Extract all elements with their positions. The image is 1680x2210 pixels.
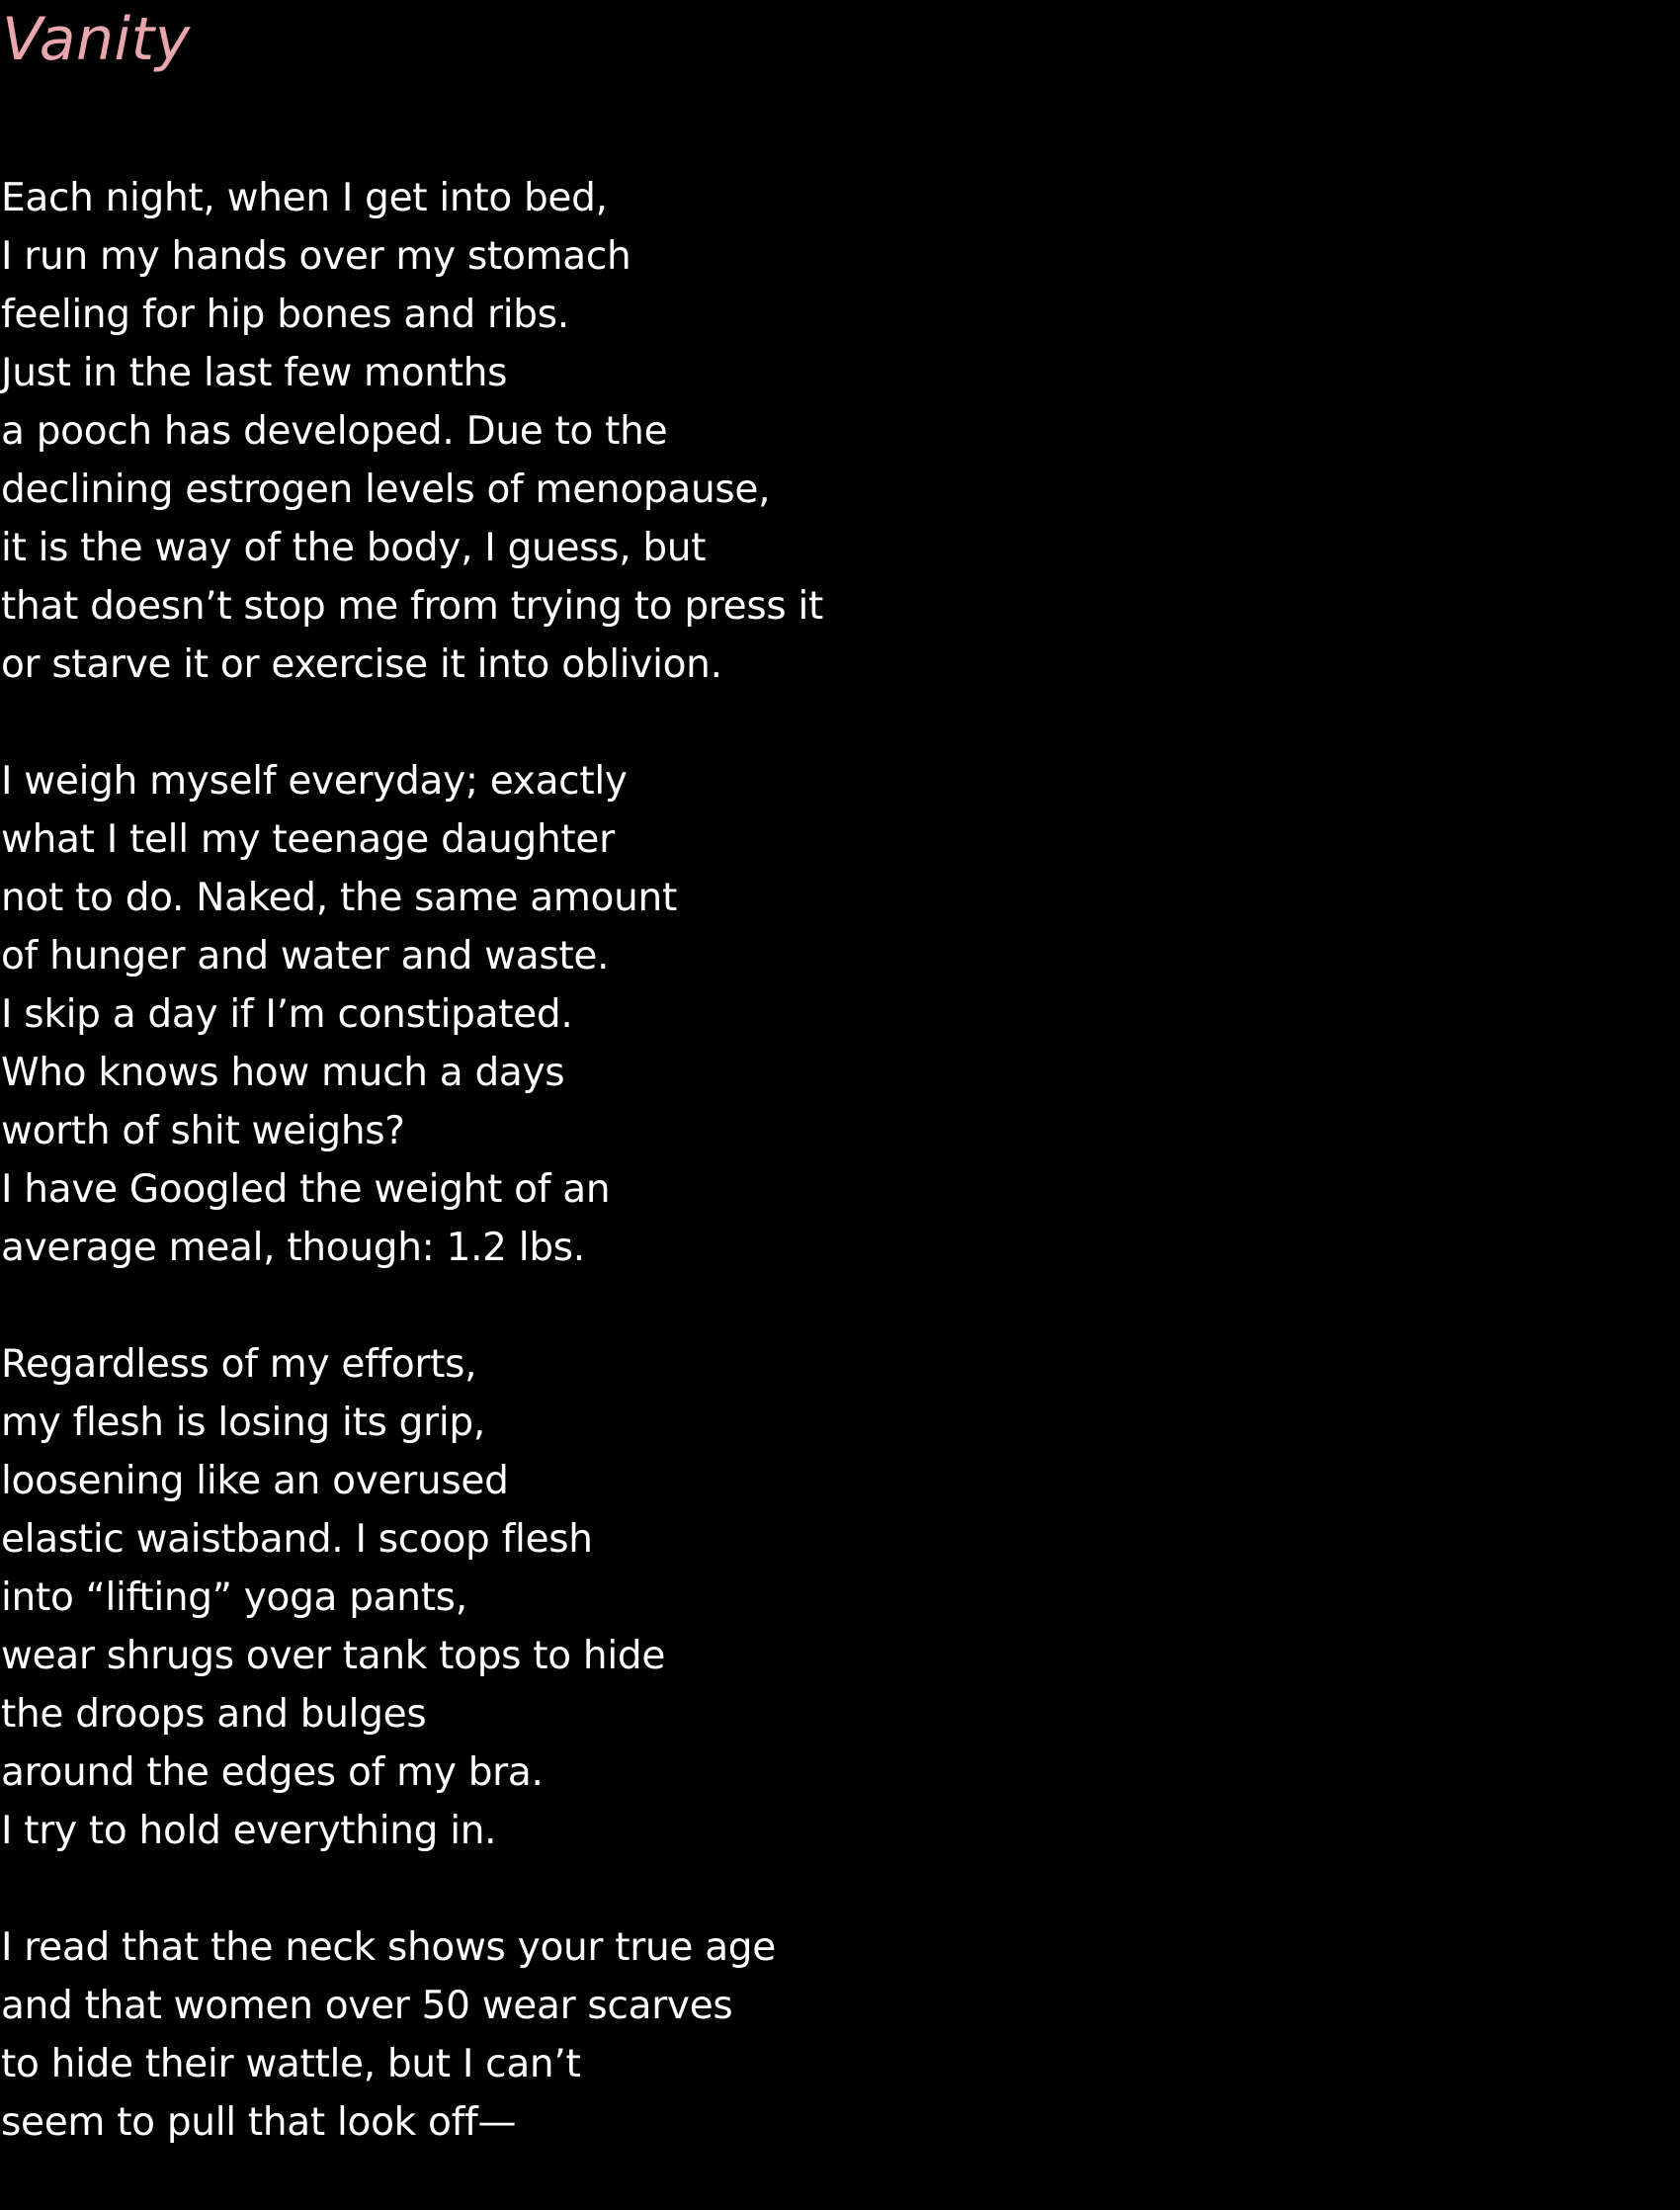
poem-line: I try to hold everything in. bbox=[1, 1809, 497, 1853]
poem-line: around the edges of my bra. bbox=[1, 1750, 544, 1795]
poem-line: what I tell my teenage daughter bbox=[1, 817, 615, 862]
poem-line: I weigh myself everyday; exactly bbox=[1, 759, 628, 804]
poem-line: elastic waistband. I scoop flesh bbox=[1, 1517, 593, 1562]
poem-line: Each night, when I get into bed, bbox=[1, 176, 608, 220]
poem-line: I run my hands over my stomach bbox=[1, 234, 631, 279]
poem-line: the droops and bulges bbox=[1, 1692, 427, 1737]
poem-line: that doesn’t stop me from trying to press it bbox=[1, 584, 824, 629]
poem-line: seem to pull that look off— bbox=[1, 2100, 517, 2145]
poem-line: a pooch has developed. Due to the bbox=[1, 409, 668, 454]
poem-line: and that women over 50 wear scarves bbox=[1, 1984, 733, 2028]
poem-line: into “lifting” yoga pants, bbox=[1, 1575, 467, 1620]
poem-line: not to do. Naked, the same amount bbox=[1, 876, 677, 920]
poem-line: loosening like an overused bbox=[1, 1459, 509, 1503]
poem-body bbox=[1, 169, 1671, 2210]
poem-line: I have Googled the weight of an bbox=[1, 1167, 611, 1212]
poem-line: feeling for hip bones and ribs. bbox=[1, 293, 569, 337]
poem-line: wear shrugs over tank tops to hide bbox=[1, 1634, 666, 1678]
poem-line: of hunger and water and waste. bbox=[1, 934, 610, 978]
stanza-1 bbox=[1, 169, 1671, 694]
stanza-3 bbox=[1, 1335, 1671, 1860]
stanza-2 bbox=[1, 752, 1671, 1277]
poem-line: Just in the last few months bbox=[1, 351, 508, 395]
poem-line: I read that the neck shows your true age bbox=[1, 1925, 776, 1970]
poem-line: declining estrogen levels of menopause, bbox=[1, 468, 771, 512]
poem-line: my flesh is losing its grip, bbox=[1, 1401, 485, 1445]
poem-title: Vanity bbox=[2, 5, 191, 74]
poem-line: worth of shit weighs? bbox=[1, 1109, 405, 1153]
poem-line: average meal, though: 1.2 lbs. bbox=[1, 1226, 585, 1270]
poem-line: or starve it or exercise it into oblivion. bbox=[1, 642, 722, 687]
stanza-4 bbox=[1, 1918, 1671, 2152]
poem-line: I skip a day if I’m constipated. bbox=[1, 992, 573, 1037]
poem-line: to hide their wattle, but I can’t bbox=[1, 2042, 581, 2086]
poem-line: it is the way of the body, I guess, but bbox=[1, 526, 707, 570]
poem-line: Who knows how much a days bbox=[1, 1051, 565, 1095]
poem-line: Regardless of my efforts, bbox=[1, 1342, 477, 1387]
